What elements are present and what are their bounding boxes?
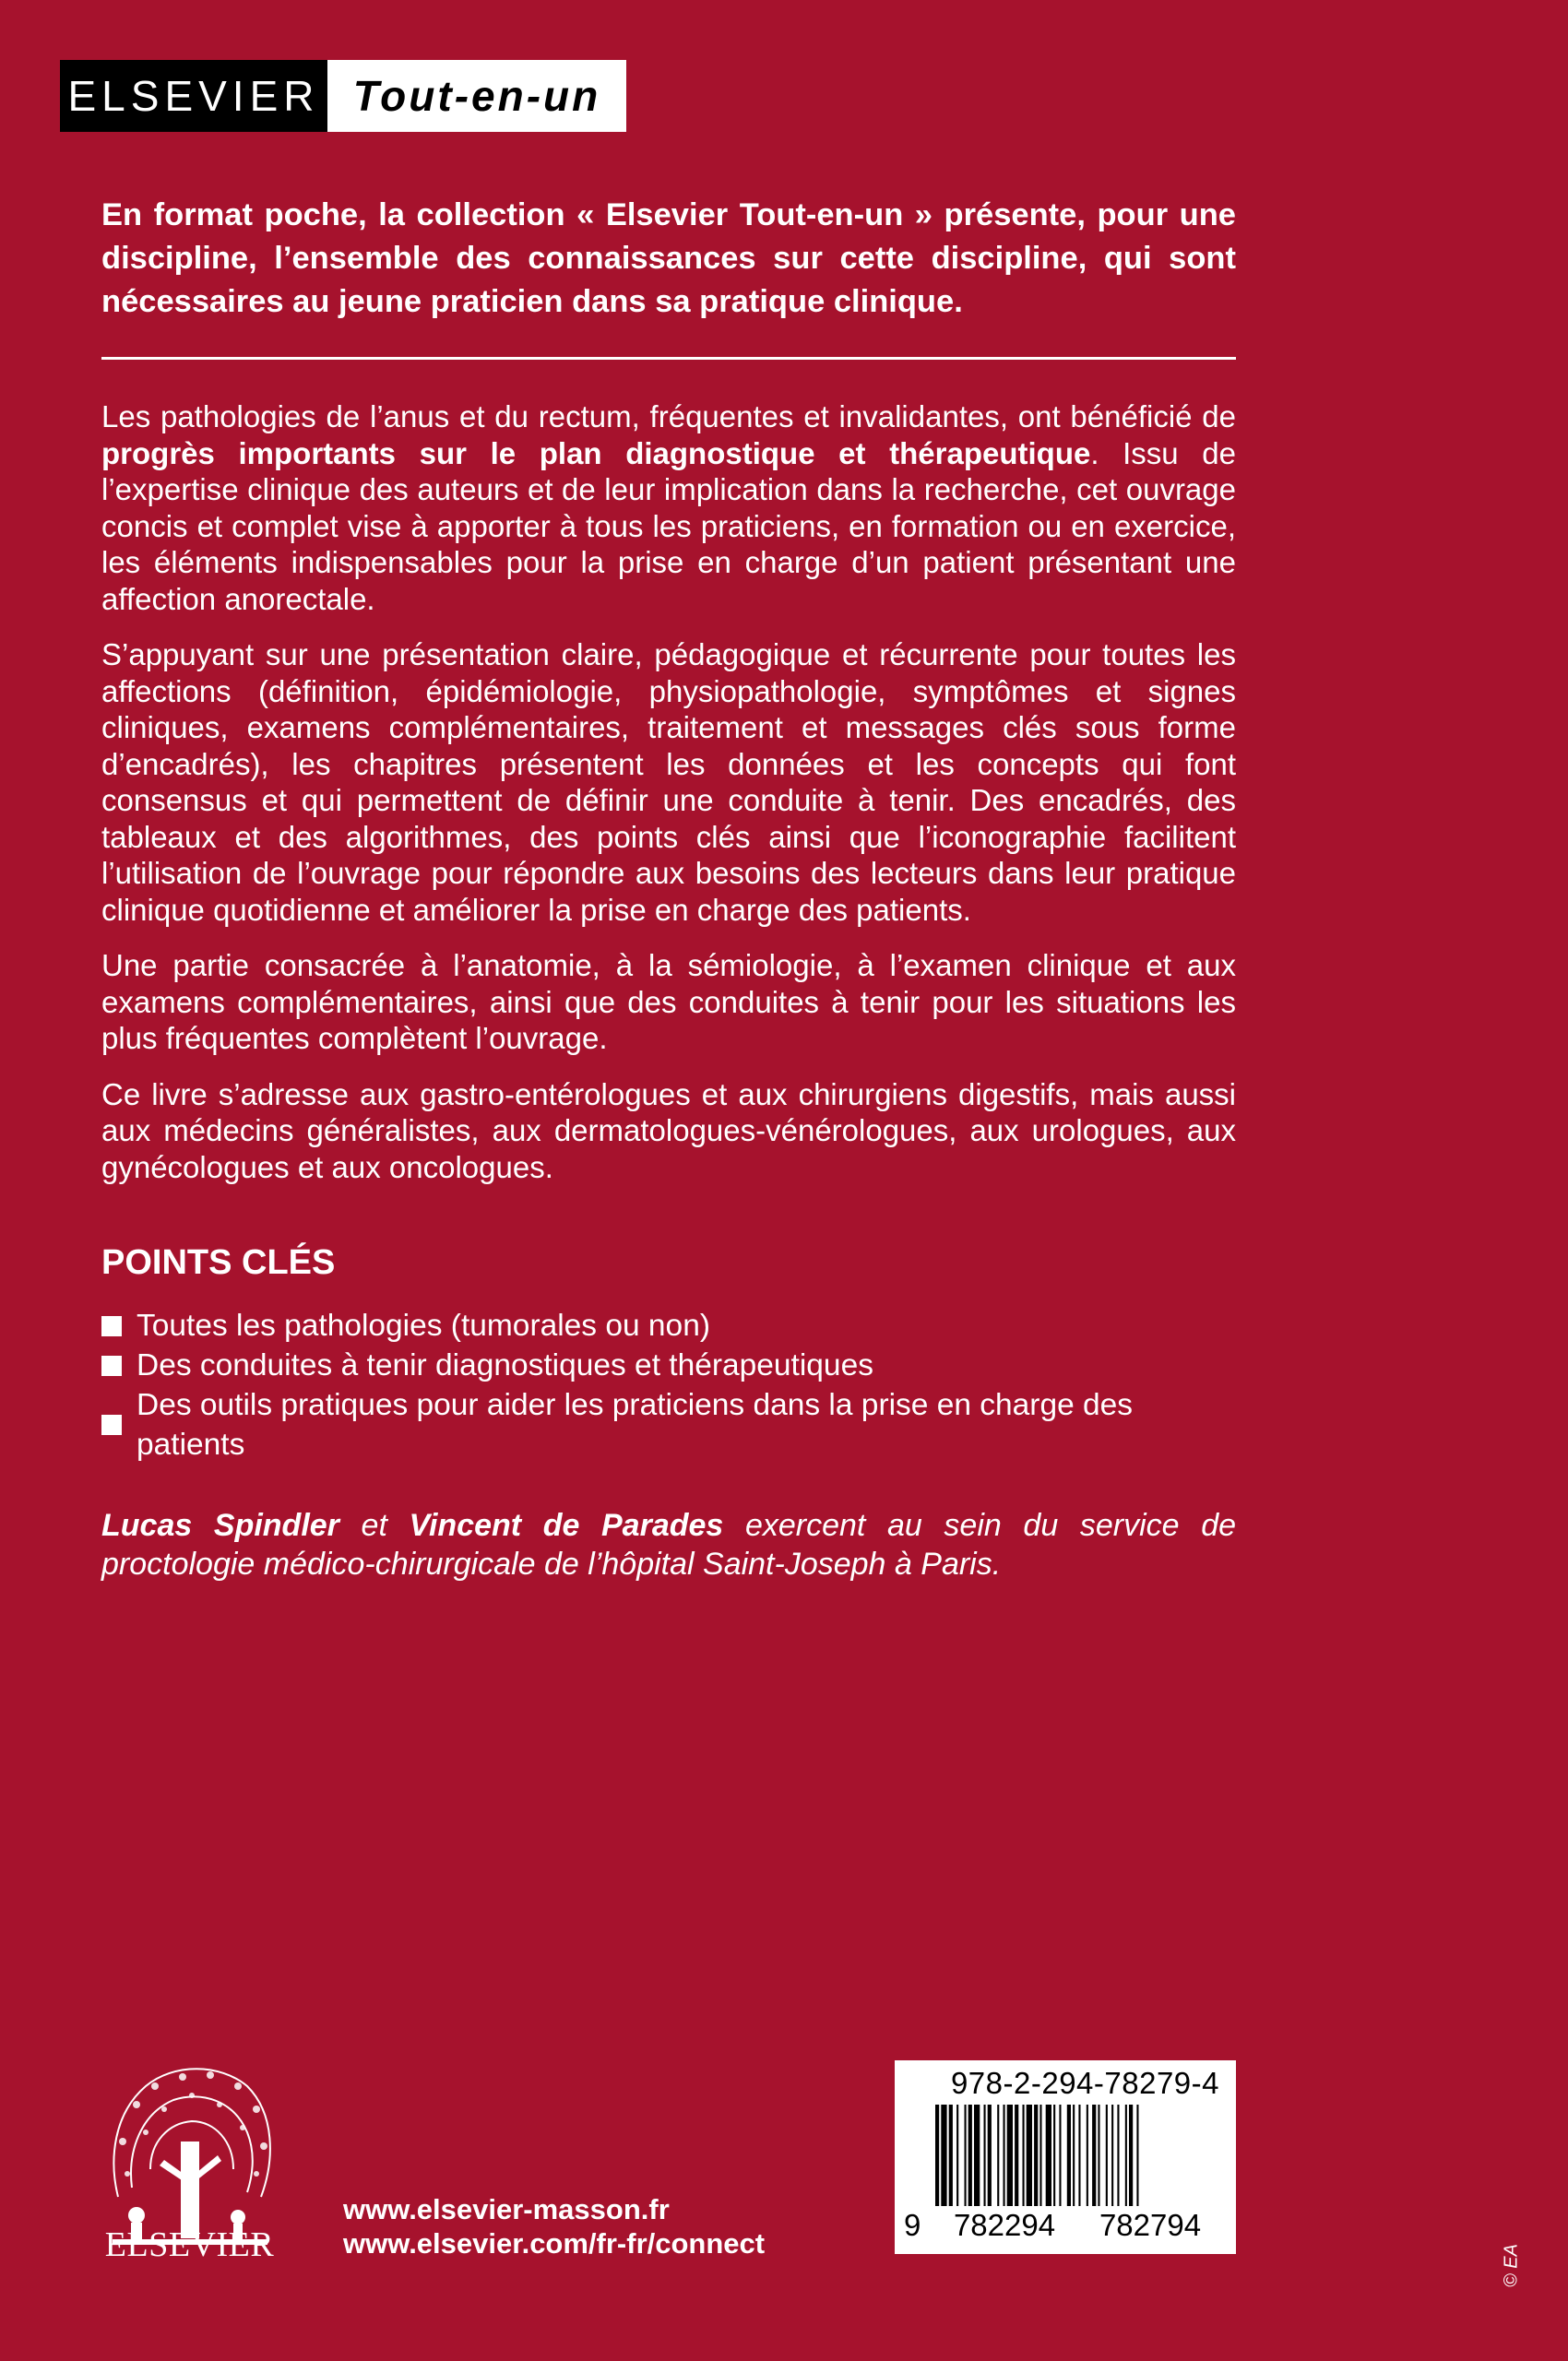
copyright-note: © EA [1501,2244,1522,2287]
collection-banner [60,60,626,132]
barcode-bar [984,2105,986,2206]
authors-note: Lucas Spindler et Vincent de Parades exercent au sein du service de proctologie médico-chirurgicale de l’hôpital Saint-Joseph à Paris. [101,1508,1237,1582]
barcode-bar [1111,2105,1113,2206]
publisher-label: ELSEVIER [60,60,327,132]
barcode-bar [1053,2105,1055,2206]
barcode-bar [965,2105,967,2206]
barcode-bar [949,2105,953,2206]
barcode-bar [974,2105,980,2206]
barcode-bar [1078,2105,1080,2206]
key-points-list [101,1306,1236,1465]
website-url[interactable]: www.elsevier.com/fr-fr/connect [343,2227,766,2260]
intro-text: En format poche, la collection « Elsevier Tout-en-un » présente, pour une discipline, l’ensemble des connaissances sur cette discipline, qui sont nécessaires au jeune praticien dans sa pratique clinique. [101,197,1236,319]
description-paragraph-2: S’appuyant sur une présentation claire, pédagogique et récurrente pour toutes les affections (définition, épidémiologie, physiopathologie, symptômes et signes cliniques, examens complémentaires, traitement et messages clés sous forme d’encadrés), les chapitres présentent les données et les concepts qui font consensus et qui permettent de définir une conduite à tenir. Des encadrés, des tableaux et des algorithmes, des points clés ainsi que l’iconographie facilitent l’utilisation de l’ouvrage pour répondre aux besoins des lecteurs dans leur pratique clinique quotidienne et améliorer la prise en charge des patients. [101,637,1236,927]
barcode-bar [1046,2105,1051,2206]
barcode-bar [1098,2105,1099,2206]
barcode-bar [1034,2105,1038,2206]
barcode-bar [956,2105,958,2206]
barcode-bar [1067,2105,1071,2206]
description [101,398,1236,1204]
elsevier-wordmark: ELSEVIER [104,2225,275,2264]
barcode-bar [1059,2105,1061,2206]
website-url[interactable]: www.elsevier-masson.fr [343,2193,670,2225]
website-links [343,2192,765,2260]
collection-label: Tout-en-un [327,60,626,132]
square-bullet-icon [101,1316,122,1336]
barcode-bar [1004,2105,1005,2206]
barcode-bar [1117,2105,1119,2206]
barcode-bars [935,2105,1221,2206]
barcode-bar [941,2105,946,2206]
emphasis-text: progrès importants sur le plan diagnostique et thérapeutique [101,435,1091,470]
isbn-number: 978-2-294-78279-4 [950,2066,1219,2100]
barcode-bar [1125,2105,1127,2206]
barcode-bar [1092,2105,1096,2206]
barcode-bar [997,2105,999,2206]
ean-digits: 9 782294 782794 [904,2208,1202,2242]
barcode-bar [1087,2105,1088,2206]
divider [101,357,1236,360]
author-name: Lucas Spindler [101,1508,339,1543]
isbn-barcode [895,2060,1236,2254]
barcode-bar [1129,2105,1133,2206]
key-point-item: Toutes les pathologies (tumorales ou non) [101,1306,1236,1346]
barcode-bar [968,2105,972,2206]
barcode-bar [1039,2105,1041,2206]
key-points-title: POINTS CLÉS [101,1243,336,1282]
key-point-item: Des conduites à tenir diagnostiques et thérapeutiques [101,1346,1236,1385]
barcode-bar [935,2105,939,2206]
square-bullet-icon [101,1356,122,1376]
key-point-item: Des outils pratiques pour aider les praticiens dans la prise en charge des patients [101,1385,1236,1465]
barcode-bar [1007,2105,1013,2206]
barcode-bar [988,2105,992,2206]
barcode-bar [1073,2105,1075,2206]
barcode-bar [1106,2105,1108,2206]
author-name: Vincent de Parades [409,1508,724,1543]
square-bullet-icon [101,1415,122,1435]
description-paragraph-4: Ce livre s’adresse aux gastro-entérologues et aux chirurgiens digestifs, mais aussi aux médecins généralistes, aux dermatologues-vénérologues, aux urologues, aux gynécologues et aux oncologues. [101,1076,1236,1184]
barcode-bar [1027,2105,1032,2206]
barcode-bar [1015,2105,1018,2206]
barcode-bar [1136,2105,1138,2206]
description-paragraph-3: Une partie consacrée à l’anatomie, à la sémiologie, à l’examen clinique et aux examens complémentaires, ainsi que des conduites à tenir pour les situations les plus fréquentes complètent l’ouvrage. [101,948,1236,1055]
barcode-bar [1023,2105,1025,2206]
description-paragraph-1: Les pathologies de l’anus et du rectum, fréquentes et invalidantes, ont bénéficié de progrès importants sur le plan diagnostique et thérapeutique. Issu de l’expertise clinique des auteurs et de leur implication dans la recherche, cet ouvrage concis et complet vise à apporter à tous les praticiens, en formation ou en exercice, les éléments indispensables pour la prise en charge d’un patient présentant une affection anorectale. [101,399,1236,616]
